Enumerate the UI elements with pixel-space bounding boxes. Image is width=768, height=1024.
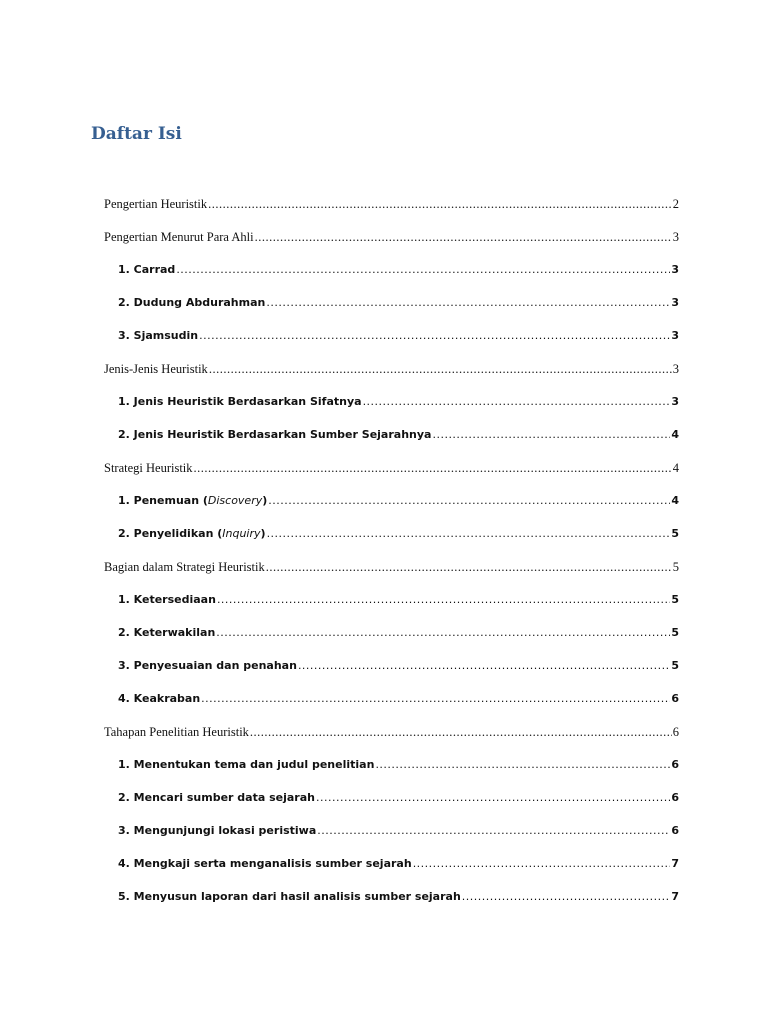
toc-entry-label [104,460,193,476]
toc-dot-leader [432,427,670,443]
toc-entry[interactable] [118,788,679,806]
toc-entry[interactable] [118,260,679,278]
toc-dot-leader [216,625,670,641]
toc-entry[interactable] [118,326,679,344]
toc-dot-leader [268,493,670,509]
toc-entry-text: 2. Jenis Heuristik Berdasarkan Sumber Sejarahnya [118,428,432,441]
toc-dot-leader [201,691,670,707]
toc-page-number: 7 [671,890,679,903]
toc-page-number: 3 [671,329,679,342]
toc-dot-leader [462,889,671,905]
toc-entry-text: Bagian dalam Strategi Heuristik [104,560,265,574]
toc-page-number: 4 [671,494,679,507]
toc-entry[interactable] [104,722,679,740]
toc-entry-label [104,361,208,377]
toc-entry-label [118,262,175,278]
toc-dot-leader [176,262,670,278]
toc-entry[interactable] [118,524,679,542]
toc-dot-leader [199,328,670,344]
toc-entry-text: 1. Jenis Heuristik Berdasarkan Sifatnya [118,395,362,408]
toc-entry-label [104,196,207,212]
toc-entry-label [118,757,374,773]
toc-page-number: 4 [672,461,679,475]
toc-dot-leader [194,460,672,476]
toc-entry-text: 5. Menyusun laporan dari hasil analisis sumber sejarah [118,890,461,903]
toc-page-number: 6 [671,824,679,837]
toc-entry[interactable] [118,887,679,905]
toc-page-number: 6 [671,692,679,705]
toc-page-number: 7 [671,857,679,870]
toc-entry[interactable] [104,227,679,245]
toc-entry[interactable] [118,689,679,707]
toc-entry[interactable] [118,755,679,773]
toc-entry-label [118,691,200,707]
toc-entry[interactable] [118,491,679,509]
toc-entry[interactable] [118,623,679,641]
toc-title: Daftar Isi [91,124,182,144]
toc-dot-leader [298,658,670,674]
toc-entry-text: 1. Penemuan ( [118,494,208,507]
toc-entry-text: 1. Menentukan tema dan judul penelitian [118,758,375,771]
toc-entry-text: Pengertian Menurut Para Ahli [104,230,254,244]
toc-page-number: 3 [672,362,679,376]
toc-page-number: 5 [671,626,679,639]
toc-entry-suffix: ) [260,527,266,540]
toc-dot-leader [266,559,672,575]
toc-entry-text: 1. Ketersediaan [118,593,216,606]
toc-entry-label [104,559,265,575]
toc-page-number: 3 [671,395,679,408]
toc-dot-leader [255,229,672,245]
toc-entry-text: Strategi Heuristik [104,461,193,475]
toc-entry-text: 3. Mengunjungi lokasi peristiwa [118,824,317,837]
toc-entry-text: 4. Mengkaji serta menganalisis sumber sejarah [118,857,412,870]
toc-dot-leader [375,757,670,773]
toc-entry-text: 2. Keterwakilan [118,626,216,639]
toc-entry-text: 4. Keakraban [118,692,201,705]
toc-dot-leader [363,394,671,410]
toc-entry-suffix: ) [262,494,268,507]
toc-dot-leader [250,724,672,740]
toc-entry-text: 3. Sjamsudin [118,329,199,342]
toc-entry-label [118,823,316,839]
toc-entry-label [118,493,267,509]
toc-dot-leader [316,790,670,806]
toc-page-number: 5 [671,527,679,540]
toc-entry-label [118,427,431,443]
toc-page-number: 3 [671,296,679,309]
toc-entry-text: Pengertian Heuristik [104,197,208,211]
toc-entry-text: Tahapan Penelitian Heuristik [104,725,249,739]
toc-page-number: 2 [672,197,679,211]
toc-dot-leader [208,196,672,212]
toc-entry-label [118,592,216,608]
toc-entry[interactable] [118,293,679,311]
toc-entry[interactable] [118,392,679,410]
toc-page-number: 5 [672,560,679,574]
toc-entry-italic-text: Discovery [207,494,263,507]
toc-page-number: 6 [671,791,679,804]
toc-entry-label [118,889,461,905]
toc-entry-label [118,856,412,872]
toc-entry[interactable] [118,854,679,872]
toc-entry[interactable] [118,656,679,674]
toc-page-number: 6 [671,758,679,771]
toc-dot-leader [266,295,670,311]
toc-entry[interactable] [118,821,679,839]
toc-entry[interactable] [118,425,679,443]
toc-page-number: 3 [672,230,679,244]
toc-entry-label [118,526,266,542]
toc-entry-label [118,295,265,311]
toc-entry[interactable] [104,359,679,377]
toc-entry-label [104,724,249,740]
toc-page-number: 4 [671,428,679,441]
toc-dot-leader [209,361,672,377]
toc-entry[interactable] [118,590,679,608]
toc-entry[interactable] [104,194,679,212]
toc-entry-label [118,790,315,806]
toc-dot-leader [217,592,670,608]
toc-entry-label [118,394,362,410]
toc-page-number: 3 [671,263,679,276]
toc-dot-leader [317,823,670,839]
toc-entry-label [104,229,254,245]
toc-entry-text: 2. Dudung Abdurahman [118,296,266,309]
toc-entry-italic-text: Inquiry [222,527,261,540]
toc-entry-text: 2. Mencari sumber data sejarah [118,791,315,804]
toc-entry-text: 2. Penyelidikan ( [118,527,223,540]
toc-entry-text: 1. Carrad [118,263,176,276]
toc-page-number: 5 [671,593,679,606]
toc-entry[interactable] [104,458,679,476]
toc-entry-label [118,328,198,344]
toc-dot-leader [267,526,671,542]
toc-entry-label [118,658,297,674]
toc-entry-text: 3. Penyesuaian dan penahan [118,659,297,672]
toc-page-number: 6 [672,725,679,739]
toc-entry[interactable] [104,557,679,575]
toc-page-number: 5 [671,659,679,672]
toc-dot-leader [413,856,671,872]
toc-entry-label [118,625,215,641]
toc-entry-text: Jenis-Jenis Heuristik [104,362,208,376]
